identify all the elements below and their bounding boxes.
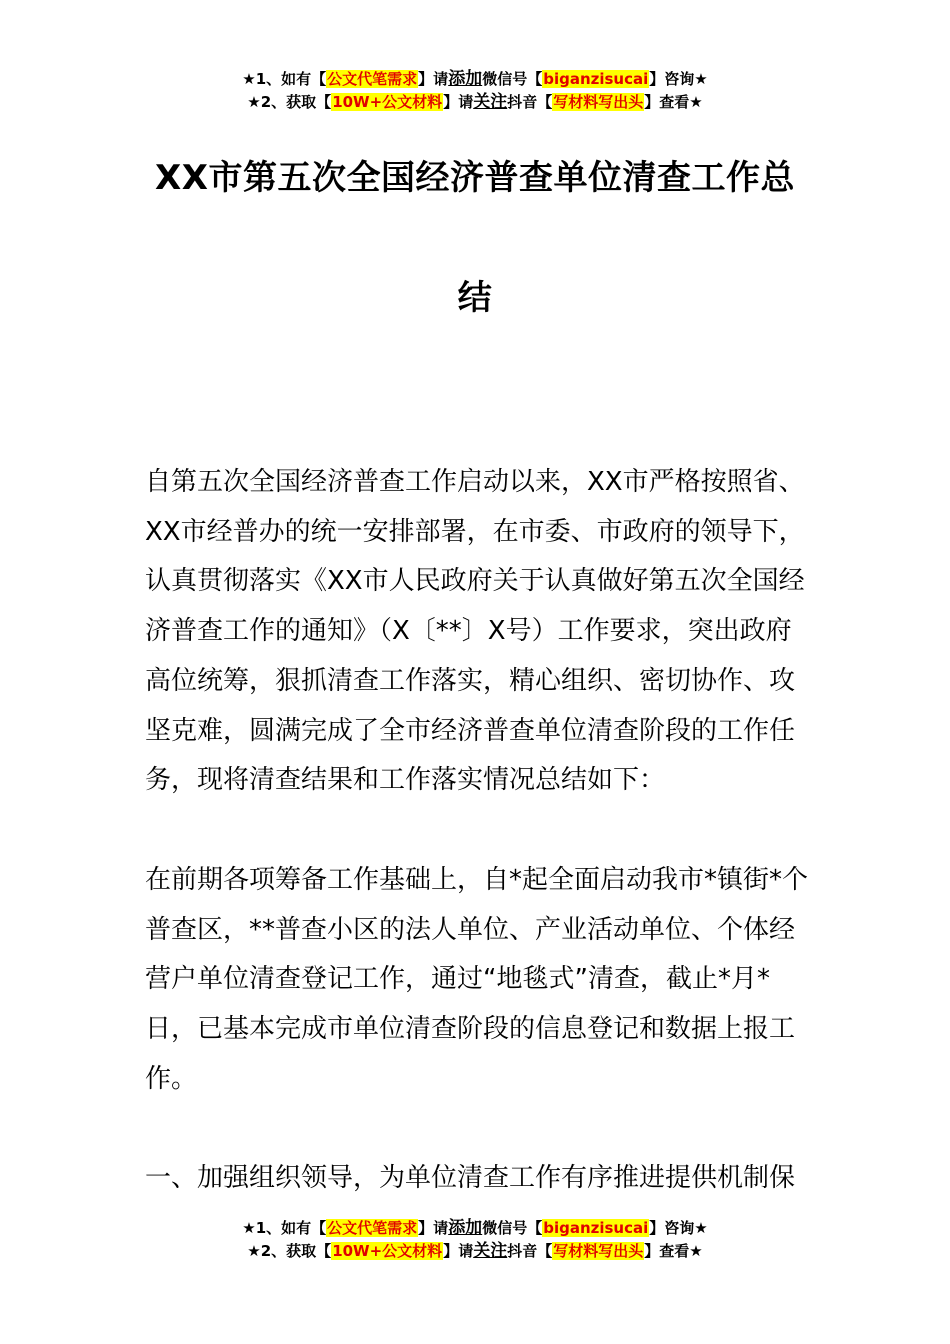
section-heading-1: 一、加强组织领导，为单位清查工作有序推进提供机制保 xyxy=(145,1163,796,1193)
ad-text: ★2、获取【 xyxy=(247,1242,332,1260)
ad-highlight: 写材料写出头 xyxy=(553,93,644,111)
footer-ad-banner xyxy=(0,1217,950,1263)
ad-highlight: biganzisucai xyxy=(543,70,649,88)
ad-text: ★1、如有【 xyxy=(242,70,327,88)
ad-text: 抖音【 xyxy=(507,93,553,111)
ad-text: 】咨询★ xyxy=(649,1219,708,1237)
ad-line-1 xyxy=(0,1217,950,1240)
ad-text: ★2、获取【 xyxy=(247,93,332,111)
ad-highlight: 10W+公文材料 xyxy=(332,93,443,111)
ad-text: ★1、如有【 xyxy=(242,1219,327,1237)
ad-text: 】请 xyxy=(418,1219,449,1237)
ad-text: 微信号【 xyxy=(482,1219,543,1237)
ad-underlined: 关注 xyxy=(473,1241,508,1261)
ad-text: 】查看★ xyxy=(644,1242,703,1260)
ad-text: 】请 xyxy=(443,1242,474,1260)
header-ad-banner xyxy=(0,68,950,114)
ad-text: 抖音【 xyxy=(507,1242,553,1260)
ad-text: 微信号【 xyxy=(482,70,543,88)
ad-line-2 xyxy=(0,91,950,114)
ad-highlight: 公文代笔需求 xyxy=(327,70,418,88)
document-title-line-2: 结 xyxy=(457,278,493,318)
ad-text: 】请 xyxy=(443,93,474,111)
ad-text: 】请 xyxy=(418,70,449,88)
body-paragraph-2: 在前期各项筹备工作基础上，自*起全面启动我市*镇街*个普查区，**普查小区的法人单位、产业活动单位、个体经营户单位清查登记工作，通过“地毯式”清查，截止*月*日，已基本完成市单位清查阶段的信息登记和数据上报工作。 xyxy=(145,865,809,1094)
ad-highlight: 10W+公文材料 xyxy=(332,1242,443,1260)
ad-highlight: 公文代笔需求 xyxy=(327,1219,418,1237)
ad-line-2 xyxy=(0,1240,950,1263)
ad-text: 】查看★ xyxy=(644,93,703,111)
ad-line-1 xyxy=(0,68,950,91)
ad-underlined: 添加 xyxy=(448,69,483,89)
ad-underlined: 添加 xyxy=(448,1218,483,1238)
body-paragraph-1: 自第五次全国经济普查工作启动以来，XX市严格按照省、XX市经普办的统一安排部署，在市委、市政府的领导下，认真贯彻落实《XX市人民政府关于认真做好第五次全国经济普查工作的通知》（X〔**〕X号）工作要求，突出政府高位统筹，狠抓清查工作落实，精心组织、密切协作、攻坚克难，圆满完成了全市经济普查单位清查阶段的工作任务，现将清查结果和工作落实情况总结如下： xyxy=(145,467,805,796)
ad-text: 】咨询★ xyxy=(649,70,708,88)
document-title-line-1: XX市第五次全国经济普查单位清查工作总 xyxy=(155,158,795,198)
ad-highlight: biganzisucai xyxy=(543,1219,649,1237)
ad-underlined: 关注 xyxy=(473,92,508,112)
ad-highlight: 写材料写出头 xyxy=(553,1242,644,1260)
